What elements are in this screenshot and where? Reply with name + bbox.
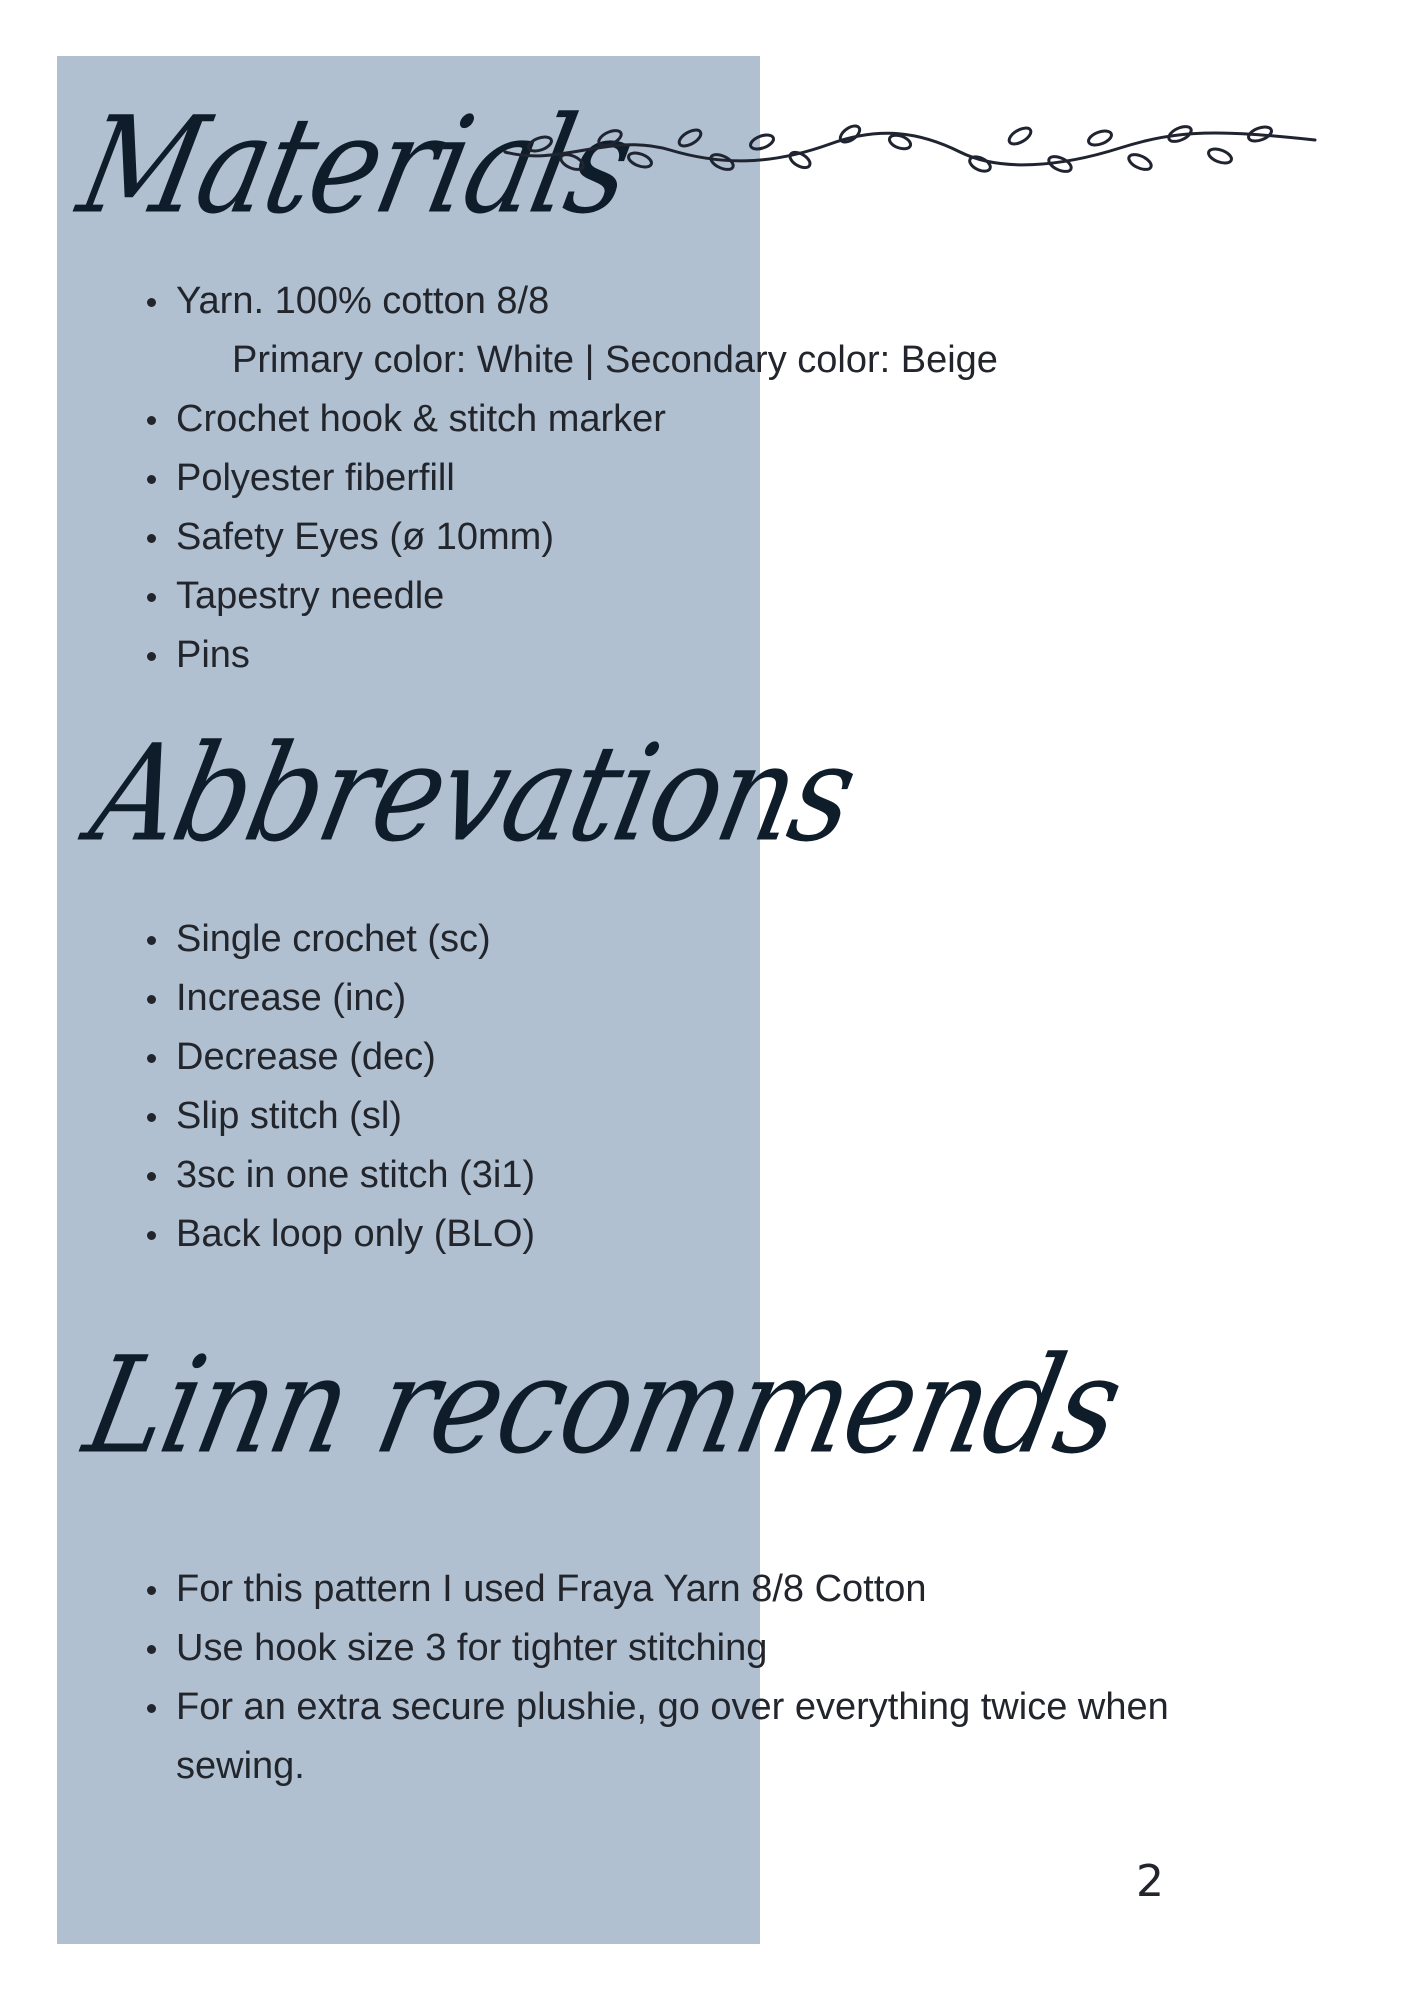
list-item: Pins [57,626,1307,685]
materials-heading: Materials [67,88,644,244]
vine-divider-icon [500,112,1320,182]
list-item: Use hook size 3 for tighter stitching [57,1619,1307,1678]
recommends-heading: Linn recommends [73,1328,1133,1484]
list-item: For an extra secure plushie, go over everything twice when sewing. [57,1678,1307,1796]
recommends-list [57,1560,1307,1796]
list-item: For this pattern I used Fraya Yarn 8/8 Cotton [57,1560,1307,1619]
list-item: Polyester fiberfill [57,449,1307,508]
list-item: Single crochet (sc) [57,910,1307,969]
list-item: Yarn. 100% cotton 8/8 [57,272,1307,331]
list-item: Tapestry needle [57,567,1307,626]
abbreviations-list [57,910,1307,1264]
materials-list [57,272,1307,685]
list-item: 3sc in one stitch (3i1) [57,1146,1307,1205]
list-item: Slip stitch (sl) [57,1087,1307,1146]
list-item: Increase (inc) [57,969,1307,1028]
list-item: Safety Eyes (ø 10mm) [57,508,1307,567]
page-number: 2 [1136,1856,1164,1907]
list-item-sub: Primary color: White | Secondary color: Beige [232,339,998,381]
list-item: Back loop only (BLO) [57,1205,1307,1264]
abbreviations-heading: Abbrevations [79,716,868,872]
list-item: Crochet hook & stitch marker [57,390,1307,449]
list-item: Decrease (dec) [57,1028,1307,1087]
